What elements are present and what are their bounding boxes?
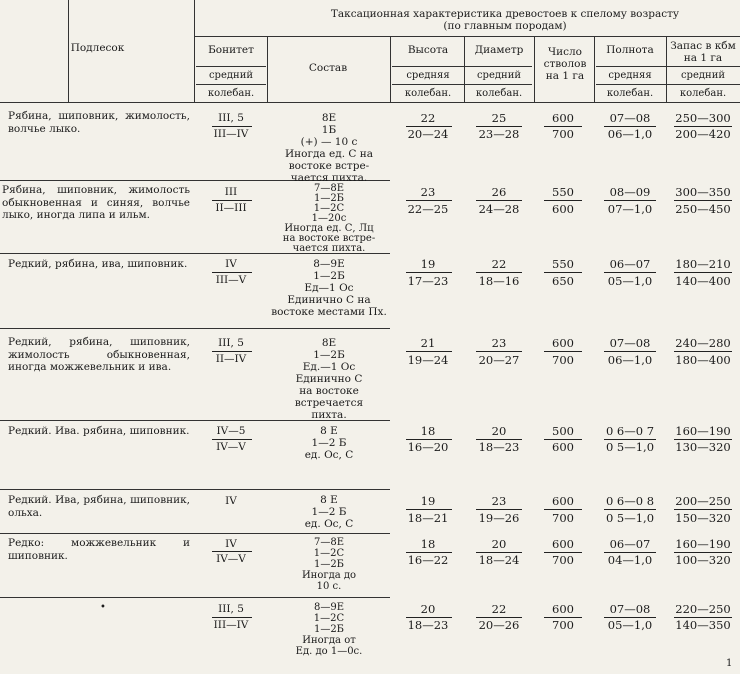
density-range: 04—1,0 xyxy=(607,553,653,567)
sostav-line: 1—20с xyxy=(311,213,347,224)
height-range: 16—22 xyxy=(407,553,449,567)
stock-avg: 240—280 xyxy=(675,336,731,350)
diameter-avg: 20 xyxy=(491,537,507,551)
header-zapas-range: колебан. xyxy=(679,88,727,99)
header-bonitet-range: колебан. xyxy=(207,88,255,99)
diameter-avg: 23 xyxy=(491,494,507,508)
diameter-range: 18—16 xyxy=(478,274,520,288)
stock-range: 140—400 xyxy=(675,274,731,288)
diameter-avg: 20 xyxy=(491,424,507,438)
stock-range: 200—420 xyxy=(675,127,731,141)
stock-range: 180—400 xyxy=(675,353,731,367)
header-rule xyxy=(596,66,740,67)
bonitet-range: II—IV xyxy=(215,353,247,365)
fraction-bar xyxy=(674,272,732,273)
podlesok-cell: Рябина, шиповник, жимолость, волчье лыко. xyxy=(8,110,190,135)
diameter-avg: 25 xyxy=(491,111,507,125)
sostav-line: ед. Ос, С xyxy=(304,449,354,461)
height-avg: 19 xyxy=(420,257,436,271)
bonitet-range: III—V xyxy=(215,274,247,286)
header-rule xyxy=(196,66,266,67)
density-range: 05—1,0 xyxy=(607,618,653,632)
diameter-range: 24—28 xyxy=(478,202,520,216)
density-avg: 07—08 xyxy=(609,602,651,616)
sostav-line: 1Б xyxy=(321,124,337,136)
stock-range: 150—320 xyxy=(675,511,731,525)
height-avg: 21 xyxy=(420,336,436,350)
page-number: 1 xyxy=(726,658,733,669)
diameter-range: 23—28 xyxy=(478,127,520,141)
sostav-line: ед. Ос, С xyxy=(304,518,354,530)
header-bonitet-avg: средний xyxy=(208,70,254,81)
fraction-bar xyxy=(674,509,732,510)
density-avg: 06—07 xyxy=(609,257,651,271)
fraction-bar xyxy=(674,200,732,201)
stock-avg: 160—190 xyxy=(675,424,731,438)
sostav-line: 8 Е xyxy=(320,425,338,437)
diameter-avg: 22 xyxy=(491,257,507,271)
sostav-line: встречается xyxy=(294,397,364,409)
sostav-line: Иногда от xyxy=(302,635,356,646)
sostav-line: Единично С xyxy=(295,373,363,385)
sostav-line: 8Е xyxy=(321,112,337,124)
trees-range: 700 xyxy=(552,511,574,525)
fraction-bar xyxy=(544,509,582,510)
height-avg: 19 xyxy=(420,494,436,508)
bonitet-range: IV—V xyxy=(216,441,246,453)
trees-range: 700 xyxy=(552,353,574,367)
diameter-avg: 23 xyxy=(491,336,507,350)
sostav-line: Иногда до xyxy=(301,570,357,581)
fraction-bar xyxy=(212,439,252,440)
sostav-line: Ед—1 Ос xyxy=(304,282,354,294)
trees-range: 600 xyxy=(552,202,574,216)
stock-avg: 220—250 xyxy=(675,602,731,616)
stock-range: 140—350 xyxy=(675,618,731,632)
sostav-line: на востоке встре- xyxy=(282,233,376,244)
bonitet-avg: IV xyxy=(225,258,237,270)
column-rule xyxy=(267,36,268,102)
density-range: 06—1,0 xyxy=(607,353,653,367)
sostav-line: 7—8Е xyxy=(313,537,345,548)
sostav-line: востоке встре- xyxy=(288,160,370,172)
sostav-line: 8Е xyxy=(321,337,337,349)
bonitet-avg: III xyxy=(224,186,238,198)
density-range: 07—1,0 xyxy=(607,202,653,216)
column-rule xyxy=(666,36,667,102)
stray-mark: • xyxy=(100,602,106,613)
podlesok-cell: Редкий, рябина, шиповник, жимолость обыкновенная, иногда можжевельник и ива. xyxy=(8,336,190,373)
header-main-title: Таксационная характеристика древостоев к спелому возрасту xyxy=(330,8,680,20)
fraction-bar xyxy=(212,351,252,352)
header-vysota: Высота xyxy=(407,44,449,56)
density-avg: 07—08 xyxy=(609,111,651,125)
sostav-line: 1—2Б xyxy=(313,559,345,570)
density-avg: 08—09 xyxy=(609,185,651,199)
header-rule xyxy=(196,84,266,85)
sostav-line: востоке местами Пх. xyxy=(271,306,387,318)
podlesok-cell: Редкий. Ива. рябина, шиповник. xyxy=(8,425,190,437)
header-diametr: Диаметр xyxy=(474,44,524,56)
sostav-line: 1—2С xyxy=(313,548,345,559)
header-rule xyxy=(392,84,532,85)
sostav-line: Ед. до 1—0с. xyxy=(295,646,363,657)
sostav-cell xyxy=(268,112,390,184)
header-rule xyxy=(392,66,532,67)
column-rule xyxy=(68,0,69,102)
bonitet-range: II—III xyxy=(215,202,247,214)
height-range: 20—24 xyxy=(407,127,449,141)
header-rule xyxy=(596,84,740,85)
trees-avg: 600 xyxy=(552,537,574,551)
bonitet-avg: IV—5 xyxy=(216,425,246,437)
bonitet-avg: III, 5 xyxy=(218,112,244,124)
sostav-line: Иногда ед. С, Лц xyxy=(284,223,374,234)
fraction-bar xyxy=(604,351,656,352)
header-bonitet: Бонитет xyxy=(208,44,254,56)
header-vysota-range: колебан. xyxy=(404,88,452,99)
header-vysota-avg: средняя xyxy=(406,70,450,81)
fraction-bar xyxy=(406,272,452,273)
diameter-avg: 26 xyxy=(491,185,507,199)
diameter-avg: 22 xyxy=(491,602,507,616)
height-range: 16—20 xyxy=(407,440,449,454)
sostav-line: пихта. xyxy=(311,409,347,421)
bonitet-range: III—IV xyxy=(213,128,249,140)
trees-range: 700 xyxy=(552,127,574,141)
header-zapas: Запас в кбм на 1 га xyxy=(670,40,736,64)
diameter-range: 20—27 xyxy=(478,353,520,367)
sostav-line: на востоке xyxy=(299,385,359,397)
sostav-line: (+) — 10 с xyxy=(300,136,358,148)
fraction-bar xyxy=(674,351,732,352)
trees-avg: 600 xyxy=(552,111,574,125)
trees-avg: 600 xyxy=(552,336,574,350)
sostav-cell xyxy=(268,258,390,318)
column-rule xyxy=(534,36,535,102)
height-range: 22—25 xyxy=(407,202,449,216)
row-separator xyxy=(0,489,390,490)
stock-avg: 250—300 xyxy=(675,111,731,125)
sostav-line: 1—2С xyxy=(313,203,345,214)
density-range: 06—1,0 xyxy=(607,127,653,141)
header-polnota-avg: средняя xyxy=(608,70,652,81)
diameter-range: 20—26 xyxy=(478,618,520,632)
sostav-line: 1—2Б xyxy=(313,349,345,361)
fraction-bar xyxy=(212,200,252,201)
sostav-cell xyxy=(268,184,390,254)
column-rule xyxy=(464,36,465,102)
sostav-line: чается пихта. xyxy=(290,172,368,184)
fraction-bar xyxy=(406,200,452,201)
header-zapas-avg: средний xyxy=(680,70,726,81)
fraction-bar xyxy=(604,509,656,510)
column-rule xyxy=(194,0,195,102)
height-avg: 23 xyxy=(420,185,436,199)
stock-range: 250—450 xyxy=(675,202,731,216)
height-avg: 20 xyxy=(420,602,436,616)
fraction-bar xyxy=(212,126,252,127)
header-rule xyxy=(194,36,740,37)
podlesok-cell: Рябина, шиповник, жимолость обыкновенная и синяя, волчье лыко, иногда липа и ильм. xyxy=(2,184,190,221)
sostav-line: 8—9Е xyxy=(313,602,345,613)
header-main-subtitle: (по главным породам) xyxy=(443,20,567,32)
fraction-bar xyxy=(476,351,522,352)
density-avg: 0 6—0 8 xyxy=(605,494,655,508)
row-separator xyxy=(0,328,390,329)
height-range: 17—23 xyxy=(407,274,449,288)
podlesok-cell: Редкий. Ива, рябина, шиповник, ольха. xyxy=(8,494,190,519)
bonitet-avg: IV xyxy=(225,495,237,507)
stock-avg: 180—210 xyxy=(675,257,731,271)
height-range: 19—24 xyxy=(407,353,449,367)
sostav-line: Единично С на xyxy=(287,294,371,306)
fraction-bar xyxy=(476,272,522,273)
row-separator xyxy=(0,533,390,534)
sostav-line: 1—2 Б xyxy=(311,506,347,518)
density-range: 0 5—1,0 xyxy=(605,511,655,525)
trees-avg: 500 xyxy=(552,424,574,438)
row-separator xyxy=(0,597,390,598)
trees-avg: 550 xyxy=(552,257,574,271)
diameter-range: 18—23 xyxy=(478,440,520,454)
sostav-cell xyxy=(268,537,390,592)
height-avg: 18 xyxy=(420,424,436,438)
sostav-line: Ед.—1 Ос xyxy=(302,361,356,373)
header-diametr-range: колебан. xyxy=(475,88,523,99)
density-avg: 06—07 xyxy=(609,537,651,551)
bonitet-range: IV—V xyxy=(216,553,246,565)
fraction-bar xyxy=(544,351,582,352)
trees-range: 600 xyxy=(552,440,574,454)
bonitet-avg: III, 5 xyxy=(218,603,244,615)
sostav-cell xyxy=(268,494,390,530)
sostav-cell xyxy=(268,337,390,421)
density-range: 0 5—1,0 xyxy=(605,440,655,454)
sostav-line: 1—2Б xyxy=(313,624,345,635)
trees-range: 700 xyxy=(552,553,574,567)
podlesok-cell: Редко: можжевельник и шиповник. xyxy=(8,537,190,562)
fraction-bar xyxy=(544,272,582,273)
column-rule xyxy=(390,36,391,102)
sostav-line: 1—2С xyxy=(313,613,345,624)
header-sostav: Состав xyxy=(308,62,348,74)
header-polnota: Полнота xyxy=(606,44,654,56)
fraction-bar xyxy=(406,351,452,352)
trees-avg: 550 xyxy=(552,185,574,199)
trees-range: 700 xyxy=(552,618,574,632)
fraction-bar xyxy=(212,617,252,618)
podlesok-cell: Редкий, рябина, ива, шиповник. xyxy=(8,258,188,270)
sostav-line: 7—8Е xyxy=(313,183,345,194)
density-range: 05—1,0 xyxy=(607,274,653,288)
header-bottom-rule xyxy=(0,102,740,103)
bonitet-avg: IV xyxy=(225,538,237,550)
stock-avg: 160—190 xyxy=(675,537,731,551)
height-avg: 18 xyxy=(420,537,436,551)
fraction-bar xyxy=(604,272,656,273)
stock-avg: 200—250 xyxy=(675,494,731,508)
trees-avg: 600 xyxy=(552,602,574,616)
fraction-bar xyxy=(406,509,452,510)
fraction-bar xyxy=(476,200,522,201)
column-rule xyxy=(594,36,595,102)
height-range: 18—23 xyxy=(407,618,449,632)
sostav-cell xyxy=(268,602,390,657)
trees-avg: 600 xyxy=(552,494,574,508)
header-diametr-avg: средний xyxy=(476,70,522,81)
fraction-bar xyxy=(476,509,522,510)
fraction-bar xyxy=(212,551,252,552)
density-avg: 07—08 xyxy=(609,336,651,350)
sostav-line: Иногда ед. С на xyxy=(284,148,374,160)
stock-range: 100—320 xyxy=(675,553,731,567)
header-podlesok: Подлесок xyxy=(70,42,125,54)
sostav-line: 1—2Б xyxy=(313,193,345,204)
density-avg: 0 6—0 7 xyxy=(605,424,655,438)
header-polnota-range: колебан. xyxy=(606,88,654,99)
height-range: 18—21 xyxy=(407,511,449,525)
fraction-bar xyxy=(544,200,582,201)
sostav-line: 8—9Е xyxy=(313,258,345,270)
sostav-line: 1—2Б xyxy=(313,270,345,282)
height-avg: 22 xyxy=(420,111,436,125)
stock-avg: 300—350 xyxy=(675,185,731,199)
sostav-line: 10 с. xyxy=(316,581,342,592)
trees-range: 650 xyxy=(552,274,574,288)
fraction-bar xyxy=(212,272,252,273)
sostav-cell xyxy=(268,425,390,461)
bonitet-range: III—IV xyxy=(213,619,249,631)
sostav-line: 8 Е xyxy=(320,494,338,506)
header-chislo: Число стволов на 1 га xyxy=(543,46,587,82)
sostav-line: чается пихта. xyxy=(292,243,366,254)
diameter-range: 19—26 xyxy=(478,511,520,525)
fraction-bar xyxy=(604,200,656,201)
sostav-line: 1—2 Б xyxy=(311,437,347,449)
stock-range: 130—320 xyxy=(675,440,731,454)
bonitet-avg: III, 5 xyxy=(218,337,244,349)
diameter-range: 18—24 xyxy=(478,553,520,567)
